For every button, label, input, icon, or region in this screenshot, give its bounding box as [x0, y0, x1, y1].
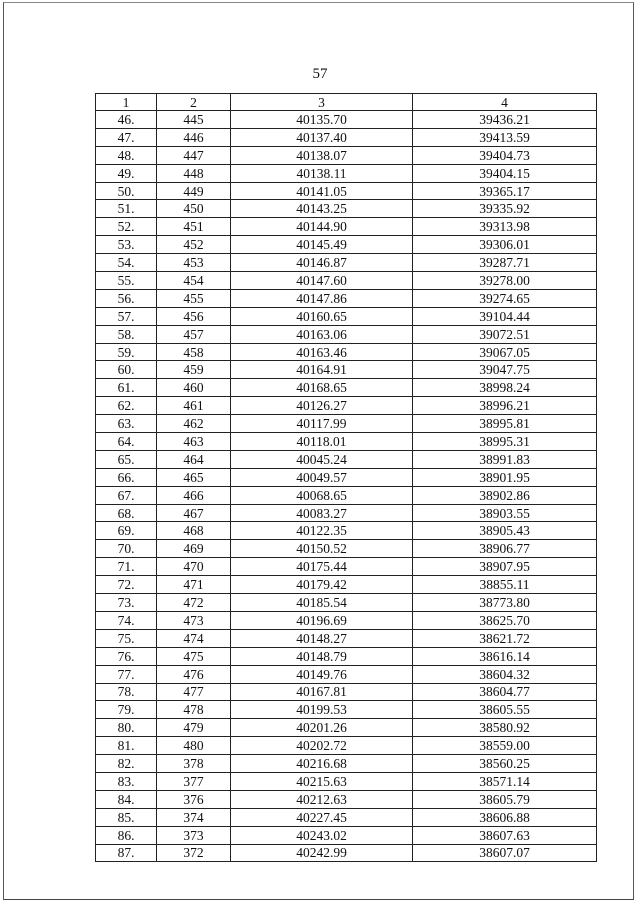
table-row: [96, 182, 597, 200]
table-row: [96, 379, 597, 397]
point-number-cell: 462: [157, 415, 231, 433]
row-number-cell: 86.: [96, 826, 157, 844]
row-number-cell: 60.: [96, 361, 157, 379]
row-number-cell: 63.: [96, 415, 157, 433]
coordinate-y-cell: 39335.92: [413, 200, 597, 218]
point-number-cell: 463: [157, 433, 231, 451]
point-number-cell: 378: [157, 755, 231, 773]
row-number-cell: 84.: [96, 790, 157, 808]
coordinate-y-cell: 38604.32: [413, 665, 597, 683]
point-number-cell: 449: [157, 182, 231, 200]
coordinate-x-cell: 40148.79: [231, 647, 413, 665]
row-number-cell: 55.: [96, 272, 157, 290]
row-number-cell: 61.: [96, 379, 157, 397]
coordinate-x-cell: 40118.01: [231, 433, 413, 451]
table-row: [96, 164, 597, 182]
row-number-cell: 69.: [96, 522, 157, 540]
coordinate-x-cell: 40145.49: [231, 236, 413, 254]
table-row: [96, 540, 597, 558]
table-body: [96, 111, 597, 862]
table-row: [96, 701, 597, 719]
table-row: [96, 504, 597, 522]
table-row: [96, 558, 597, 576]
table-row: [96, 683, 597, 701]
coordinate-y-cell: 38606.88: [413, 808, 597, 826]
coordinate-y-cell: 39436.21: [413, 111, 597, 129]
coordinate-x-cell: 40163.46: [231, 343, 413, 361]
row-number-cell: 51.: [96, 200, 157, 218]
point-number-cell: 478: [157, 701, 231, 719]
table-row: [96, 755, 597, 773]
point-number-cell: 460: [157, 379, 231, 397]
coordinate-x-cell: 40148.27: [231, 629, 413, 647]
point-number-cell: 373: [157, 826, 231, 844]
table-row: [96, 325, 597, 343]
coordinate-y-cell: 38903.55: [413, 504, 597, 522]
table-row: [96, 629, 597, 647]
coordinate-x-cell: 40146.87: [231, 254, 413, 272]
point-number-cell: 447: [157, 146, 231, 164]
coordinate-x-cell: 40137.40: [231, 128, 413, 146]
row-number-cell: 79.: [96, 701, 157, 719]
point-number-cell: 479: [157, 719, 231, 737]
coordinate-y-cell: 39404.73: [413, 146, 597, 164]
row-number-cell: 74.: [96, 611, 157, 629]
coordinate-x-cell: 40083.27: [231, 504, 413, 522]
coordinate-y-cell: 39313.98: [413, 218, 597, 236]
coordinate-x-cell: 40045.24: [231, 450, 413, 468]
point-number-cell: 452: [157, 236, 231, 254]
point-number-cell: 471: [157, 576, 231, 594]
coordinate-x-cell: 40117.99: [231, 415, 413, 433]
row-number-cell: 80.: [96, 719, 157, 737]
table-row: [96, 433, 597, 451]
point-number-cell: 453: [157, 254, 231, 272]
coordinate-x-cell: 40141.05: [231, 182, 413, 200]
coordinate-x-cell: 40164.91: [231, 361, 413, 379]
point-number-cell: 458: [157, 343, 231, 361]
table-row: [96, 611, 597, 629]
row-number-cell: 71.: [96, 558, 157, 576]
coordinate-x-cell: 40147.86: [231, 289, 413, 307]
table-row: [96, 665, 597, 683]
table-row: [96, 772, 597, 790]
coordinate-x-cell: 40179.42: [231, 576, 413, 594]
point-number-cell: 468: [157, 522, 231, 540]
coordinate-y-cell: 38995.81: [413, 415, 597, 433]
row-number-cell: 57.: [96, 307, 157, 325]
coordinate-x-cell: 40068.65: [231, 486, 413, 504]
coordinate-x-cell: 40199.53: [231, 701, 413, 719]
point-number-cell: 465: [157, 468, 231, 486]
table-row: [96, 719, 597, 737]
coordinate-y-cell: 39047.75: [413, 361, 597, 379]
row-number-cell: 49.: [96, 164, 157, 182]
coordinate-y-cell: 39365.17: [413, 182, 597, 200]
table-row: [96, 218, 597, 236]
row-number-cell: 67.: [96, 486, 157, 504]
coordinate-x-cell: 40242.99: [231, 844, 413, 862]
coordinate-x-cell: 40149.76: [231, 665, 413, 683]
point-number-cell: 457: [157, 325, 231, 343]
coordinate-y-cell: 38902.86: [413, 486, 597, 504]
coordinate-x-cell: 40150.52: [231, 540, 413, 558]
row-number-cell: 50.: [96, 182, 157, 200]
coordinate-y-cell: 39104.44: [413, 307, 597, 325]
table-row: [96, 307, 597, 325]
row-number-cell: 53.: [96, 236, 157, 254]
coordinate-y-cell: 38607.63: [413, 826, 597, 844]
coordinate-y-cell: 38607.07: [413, 844, 597, 862]
point-number-cell: 473: [157, 611, 231, 629]
table-header-row: [96, 94, 597, 111]
coordinate-y-cell: 38907.95: [413, 558, 597, 576]
table-row: [96, 576, 597, 594]
coordinate-y-cell: 38996.21: [413, 397, 597, 415]
coordinate-y-cell: 39274.65: [413, 289, 597, 307]
point-number-cell: 467: [157, 504, 231, 522]
row-number-cell: 78.: [96, 683, 157, 701]
coordinate-x-cell: 40163.06: [231, 325, 413, 343]
table-row: [96, 486, 597, 504]
point-number-cell: 466: [157, 486, 231, 504]
point-number-cell: 470: [157, 558, 231, 576]
table-row: [96, 289, 597, 307]
point-number-cell: 377: [157, 772, 231, 790]
coordinate-y-cell: 38559.00: [413, 737, 597, 755]
row-number-cell: 64.: [96, 433, 157, 451]
table-row: [96, 844, 597, 862]
coordinate-y-cell: 38605.79: [413, 790, 597, 808]
column-header-4: 4: [413, 94, 597, 111]
coordinate-y-cell: 38605.55: [413, 701, 597, 719]
coordinate-x-cell: 40049.57: [231, 468, 413, 486]
coordinate-y-cell: 38998.24: [413, 379, 597, 397]
row-number-cell: 46.: [96, 111, 157, 129]
table-row: [96, 450, 597, 468]
coordinate-x-cell: 40175.44: [231, 558, 413, 576]
coordinate-x-cell: 40185.54: [231, 594, 413, 612]
row-number-cell: 56.: [96, 289, 157, 307]
coordinate-x-cell: 40160.65: [231, 307, 413, 325]
coordinate-y-cell: 38621.72: [413, 629, 597, 647]
point-number-cell: 446: [157, 128, 231, 146]
table-row: [96, 415, 597, 433]
point-number-cell: 461: [157, 397, 231, 415]
coordinate-x-cell: 40144.90: [231, 218, 413, 236]
point-number-cell: 454: [157, 272, 231, 290]
coordinate-y-cell: 39404.15: [413, 164, 597, 182]
coordinate-y-cell: 38995.31: [413, 433, 597, 451]
row-number-cell: 82.: [96, 755, 157, 773]
table-row: [96, 128, 597, 146]
table-row: [96, 254, 597, 272]
table-row: [96, 468, 597, 486]
point-number-cell: 451: [157, 218, 231, 236]
coordinate-y-cell: 38991.83: [413, 450, 597, 468]
coordinate-x-cell: 40202.72: [231, 737, 413, 755]
coordinate-y-cell: 38616.14: [413, 647, 597, 665]
coordinate-x-cell: 40215.63: [231, 772, 413, 790]
point-number-cell: 459: [157, 361, 231, 379]
point-number-cell: 469: [157, 540, 231, 558]
row-number-cell: 68.: [96, 504, 157, 522]
point-number-cell: 477: [157, 683, 231, 701]
column-header-1: 1: [96, 94, 157, 111]
coordinate-x-cell: 40201.26: [231, 719, 413, 737]
row-number-cell: 59.: [96, 343, 157, 361]
coordinate-x-cell: 40147.60: [231, 272, 413, 290]
table-row: [96, 200, 597, 218]
row-number-cell: 62.: [96, 397, 157, 415]
coordinate-x-cell: 40122.35: [231, 522, 413, 540]
coordinate-x-cell: 40126.27: [231, 397, 413, 415]
coordinate-x-cell: 40227.45: [231, 808, 413, 826]
point-number-cell: 372: [157, 844, 231, 862]
row-number-cell: 81.: [96, 737, 157, 755]
coordinate-x-cell: 40212.63: [231, 790, 413, 808]
table-row: [96, 594, 597, 612]
table-row: [96, 808, 597, 826]
table-row: [96, 522, 597, 540]
point-number-cell: 475: [157, 647, 231, 665]
row-number-cell: 66.: [96, 468, 157, 486]
coordinate-y-cell: 39278.00: [413, 272, 597, 290]
point-number-cell: 376: [157, 790, 231, 808]
coordinate-x-cell: 40243.02: [231, 826, 413, 844]
point-number-cell: 474: [157, 629, 231, 647]
point-number-cell: 455: [157, 289, 231, 307]
coordinate-y-cell: 39067.05: [413, 343, 597, 361]
table-row: [96, 236, 597, 254]
coordinate-y-cell: 38855.11: [413, 576, 597, 594]
coordinate-y-cell: 38571.14: [413, 772, 597, 790]
coordinate-x-cell: 40135.70: [231, 111, 413, 129]
table-row: [96, 272, 597, 290]
coordinate-x-cell: 40138.07: [231, 146, 413, 164]
row-number-cell: 70.: [96, 540, 157, 558]
row-number-cell: 48.: [96, 146, 157, 164]
table-row: [96, 361, 597, 379]
column-header-3: 3: [231, 94, 413, 111]
coordinate-y-cell: 38905.43: [413, 522, 597, 540]
coordinate-y-cell: 38906.77: [413, 540, 597, 558]
table-row: [96, 343, 597, 361]
point-number-cell: 450: [157, 200, 231, 218]
coordinate-x-cell: 40216.68: [231, 755, 413, 773]
coordinate-y-cell: 38773.80: [413, 594, 597, 612]
coordinate-y-cell: 39306.01: [413, 236, 597, 254]
coordinate-y-cell: 39413.59: [413, 128, 597, 146]
row-number-cell: 83.: [96, 772, 157, 790]
table-row: [96, 397, 597, 415]
point-number-cell: 480: [157, 737, 231, 755]
table-row: [96, 790, 597, 808]
coordinate-y-cell: 39072.51: [413, 325, 597, 343]
coordinate-y-cell: 38560.25: [413, 755, 597, 773]
table-row: [96, 737, 597, 755]
row-number-cell: 85.: [96, 808, 157, 826]
point-number-cell: 448: [157, 164, 231, 182]
point-number-cell: 445: [157, 111, 231, 129]
row-number-cell: 47.: [96, 128, 157, 146]
row-number-cell: 58.: [96, 325, 157, 343]
coordinate-y-cell: 38625.70: [413, 611, 597, 629]
table-row: [96, 647, 597, 665]
column-header-2: 2: [157, 94, 231, 111]
row-number-cell: 75.: [96, 629, 157, 647]
page-number: 57: [312, 66, 328, 82]
coordinate-x-cell: 40143.25: [231, 200, 413, 218]
coordinate-y-cell: 38580.92: [413, 719, 597, 737]
table-row: [96, 826, 597, 844]
row-number-cell: 52.: [96, 218, 157, 236]
table-row: [96, 111, 597, 129]
row-number-cell: 76.: [96, 647, 157, 665]
row-number-cell: 54.: [96, 254, 157, 272]
row-number-cell: 65.: [96, 450, 157, 468]
point-number-cell: 464: [157, 450, 231, 468]
coordinate-y-cell: 39287.71: [413, 254, 597, 272]
row-number-cell: 87.: [96, 844, 157, 862]
coordinate-x-cell: 40167.81: [231, 683, 413, 701]
point-number-cell: 456: [157, 307, 231, 325]
coordinate-x-cell: 40138.11: [231, 164, 413, 182]
coordinate-y-cell: 38604.77: [413, 683, 597, 701]
coordinate-x-cell: 40168.65: [231, 379, 413, 397]
point-number-cell: 472: [157, 594, 231, 612]
coordinates-table: [95, 93, 597, 862]
coordinate-y-cell: 38901.95: [413, 468, 597, 486]
row-number-cell: 77.: [96, 665, 157, 683]
table-row: [96, 146, 597, 164]
point-number-cell: 374: [157, 808, 231, 826]
row-number-cell: 73.: [96, 594, 157, 612]
coordinate-x-cell: 40196.69: [231, 611, 413, 629]
row-number-cell: 72.: [96, 576, 157, 594]
point-number-cell: 476: [157, 665, 231, 683]
